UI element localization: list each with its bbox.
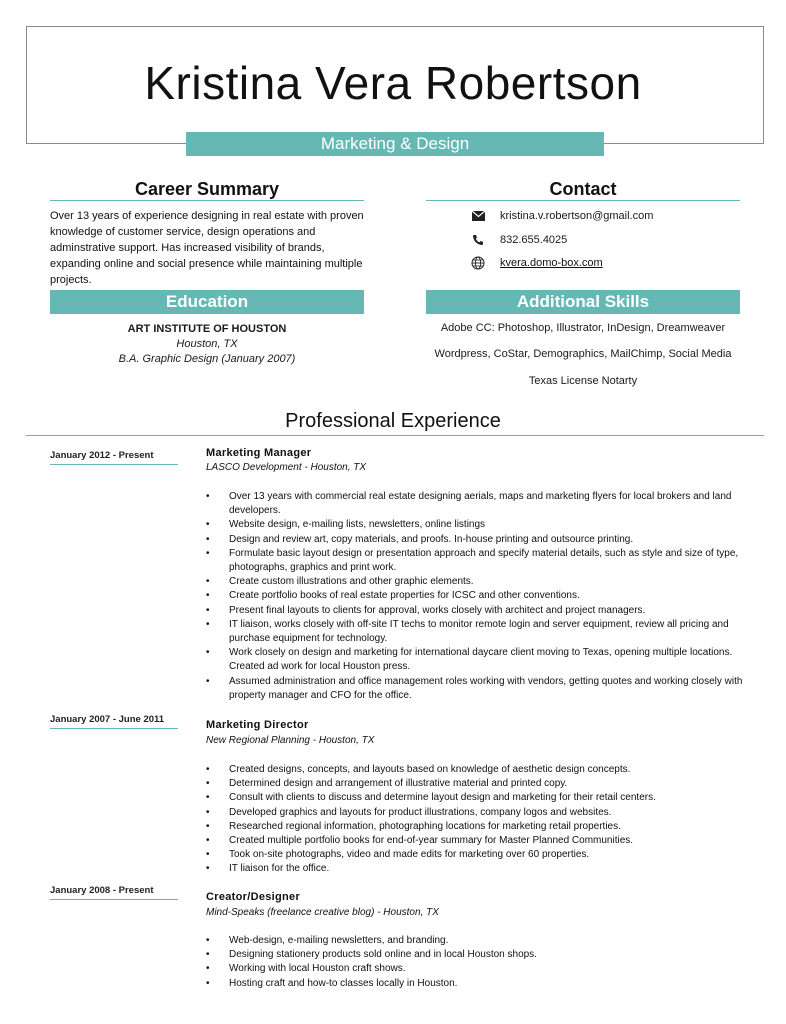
list-item: • Website design, e-mailing lists, newsletters, online listings	[206, 518, 751, 532]
list-item: • Developed graphics and layouts for product illustrations, company logos and websites.	[206, 806, 751, 820]
list-item: • Work closely on design and marketing for international daycare client moving to Texas, opening multiple locations. Created ad work for local Houston press.	[206, 646, 751, 674]
list-item: • Researched regional information, photographing locations for marketing retail properties.	[206, 820, 751, 834]
list-item: • Designing stationery products sold online and in local Houston shops.	[206, 948, 751, 962]
envelope-icon	[470, 209, 486, 223]
contact-phone: 832.655.4025	[500, 234, 568, 246]
list-item: • Web-design, e-mailing newsletters, and branding.	[206, 934, 751, 948]
contact-email-row	[470, 208, 653, 224]
education-heading: Education	[50, 290, 364, 314]
candidate-name: Kristina Vera Robertson	[144, 57, 642, 109]
career-summary-rule	[50, 200, 364, 201]
list-item: • Consult with clients to discuss and determine layout design and marketing for their retail centers.	[206, 791, 751, 805]
job-bullets	[206, 763, 751, 877]
career-summary-heading: Career Summary	[134, 179, 280, 199]
contact-rule	[426, 200, 740, 201]
job-bullets	[206, 934, 751, 991]
list-item: • Create portfolio books of real estate properties for ICSC and other conventions.	[206, 589, 751, 603]
education-location: Houston, TX	[176, 338, 238, 350]
contact-website-row	[470, 255, 603, 271]
job-dates: January 2012 - Present	[50, 450, 154, 461]
list-item: • Determined design and arrangement of illustrative material and printed copy.	[206, 777, 751, 791]
list-item: • Present final layouts to clients for approval, works closely with architect and project managers.	[206, 604, 751, 618]
career-summary-text: Over 13 years of experience designing in real estate with proven knowledge of customer service, design operations and adminstrative support. Has increased visibility of brands, expanding online and social presence while maintaining multiple projects.	[50, 210, 364, 286]
list-item: • Took on-site photographs, video and made edits for marketing over 60 properties.	[206, 848, 751, 862]
skill-item: Wordpress, CoStar, Demographics, MailChimp, Social Media	[434, 348, 732, 360]
phone-icon	[470, 233, 486, 247]
job-bullets	[206, 490, 751, 703]
job-dates: January 2008 - Present	[50, 885, 154, 896]
job-dates-rule	[50, 728, 178, 729]
list-item: • Created designs, concepts, and layouts based on knowledge of aesthetic design concepts.	[206, 763, 751, 777]
list-item: • IT liaison for the office.	[206, 862, 751, 876]
contact-heading: Contact	[549, 179, 617, 199]
list-item: • IT liaison, works closely with off-site IT techs to monitor remote login and server equipment, review all pricing and purchase equipment for technology.	[206, 618, 751, 646]
job-title: Marketing Director	[206, 719, 309, 731]
list-item: • Created multiple portfolio books for end-of-year summary for Master Planned Communities.	[206, 834, 751, 848]
education-school: ART INSTITUTE OF HOUSTON	[127, 323, 287, 335]
job-title: Creator/Designer	[206, 891, 301, 903]
job-title: Marketing Manager	[206, 447, 312, 459]
list-item: • Over 13 years with commercial real estate designing aerials, maps and marketing flyers for local brokers and land developers.	[206, 490, 751, 518]
job-dates: January 2007 - June 2011	[50, 714, 165, 725]
list-item: • Working with local Houston craft shows.	[206, 962, 751, 976]
list-item: • Design and review art, copy materials, and proofs. In-house printing and outsource printing.	[206, 533, 751, 547]
contact-phone-row	[470, 232, 567, 248]
additional-skills-heading: Additional Skills	[426, 290, 740, 314]
list-item: • Assumed administration and office management roles working with vendors, getting quotes and working closely with property manager and CFO for the office.	[206, 675, 751, 703]
list-item: • Hosting craft and how-to classes locally in Houston.	[206, 977, 751, 991]
contact-website-link[interactable]: kvera.domo-box.com	[500, 257, 603, 269]
globe-icon	[470, 256, 486, 270]
professional-experience-heading: Professional Experience	[285, 410, 501, 432]
job-organization: Mind-Speaks (freelance creative blog) - Houston, TX	[206, 907, 439, 918]
skill-item: Adobe CC: Photoshop, Illustrator, InDesign, Dreamweaver	[440, 322, 726, 334]
job-organization: New Regional Planning - Houston, TX	[206, 735, 375, 746]
job-dates-rule	[50, 899, 178, 900]
job-title-banner: Marketing & Design	[186, 132, 604, 156]
education-block	[50, 322, 364, 367]
job-dates-rule	[50, 464, 178, 465]
contact-email[interactable]: kristina.v.robertson@gmail.com	[500, 210, 654, 222]
job-organization: LASCO Development - Houston, TX	[206, 462, 367, 473]
list-item: • Create custom illustrations and other graphic elements.	[206, 575, 751, 589]
professional-experience-rule	[26, 435, 764, 436]
skill-item: Texas License Notarty	[528, 375, 638, 387]
list-item: • Formulate basic layout design or presentation approach and specify material details, such as style and size of type, photographs, graphics and print work.	[206, 547, 751, 575]
education-degree: B.A. Graphic Design (January 2007)	[118, 353, 296, 365]
